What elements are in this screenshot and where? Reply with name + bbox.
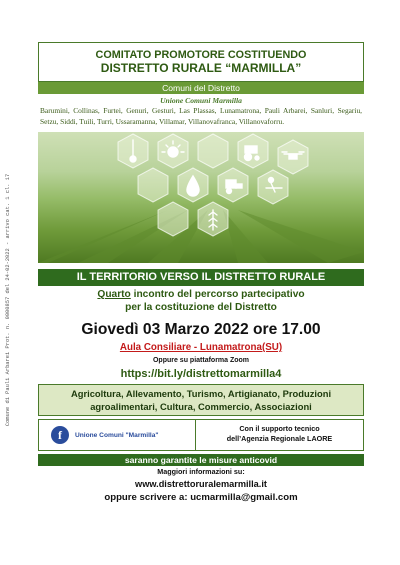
meeting-subtitle xyxy=(38,288,364,314)
headline-banner: IL TERRITORIO VERSO IL DISTRETTO RURALE xyxy=(38,269,364,286)
zoom-link[interactable]: https://bit.ly/distrettomarmilla4 xyxy=(120,368,282,380)
facebook-link[interactable] xyxy=(38,419,196,451)
protocol-stamp xyxy=(2,100,14,500)
hero-illustration xyxy=(38,132,364,263)
website-link[interactable]: www.distrettoruralemarmilla.it xyxy=(135,479,267,489)
comuni-label: Comuni del Distretto xyxy=(38,82,364,94)
facebook-page-name: Unione Comuni "Marmilla" xyxy=(75,431,159,439)
hero-image xyxy=(38,132,364,263)
subtitle-line2: per la costituzione del Distretto xyxy=(125,302,277,313)
committee-title-line2: DISTRETTO RURALE “MARMILLA” xyxy=(100,61,302,75)
info-label: Maggiori informazioni su: xyxy=(157,467,245,476)
committee-title-line1: COMITATO PROMOTORE COSTITUENDO xyxy=(95,49,307,61)
zoom-note: Oppure su piattaforma Zoom xyxy=(152,357,250,364)
unione-label: Unione Comuni Marmilla xyxy=(160,96,242,105)
covid-banner: saranno garantite le misure anticovid xyxy=(38,454,364,466)
towns-list: Barumini, Collinas, Furtei, Genuri, Gesturi, Las Plassas, Lunamatrona, Pauli Arbarei, Sanluri, Segariu, Setzu, Siddi, Tuili, Turri, Ussaramanna, Villamar, Villanovafranca, Villanovaforru. xyxy=(40,106,362,126)
email-contact[interactable]: oppure scrivere a: ucmarmilla@gmail.com xyxy=(104,492,298,503)
event-date: Giovedì 03 Marzo 2022 ore 17.00 xyxy=(81,321,321,338)
sectors-box: Agricoltura, Allevamento, Turismo, Artigianato, Produzioni agroalimentari, Cultura, Commercio, Associazioni xyxy=(38,384,364,416)
support-line2: dell’Agenzia Regionale LAORE xyxy=(226,434,333,443)
event-venue: Aula Consiliare - Lunamatrona(SU) xyxy=(119,342,283,353)
poster xyxy=(38,42,364,504)
support-line1: Con il supporto tecnico xyxy=(239,424,320,433)
support-row xyxy=(38,419,364,451)
subtitle-emphasis: Quarto xyxy=(97,289,131,300)
facebook-icon: f xyxy=(51,426,69,444)
tractor-icon xyxy=(245,146,260,161)
subtitle-line1: incontro del percorso partecipativo xyxy=(130,289,305,300)
committee-header xyxy=(38,42,364,82)
technical-support xyxy=(196,419,364,451)
protocol-stamp-text: Comune di Pauli Arbarei Prot. n. 0000857 del 24-02-2022 - arrivo cat. 1 cl. 17 xyxy=(5,173,11,427)
